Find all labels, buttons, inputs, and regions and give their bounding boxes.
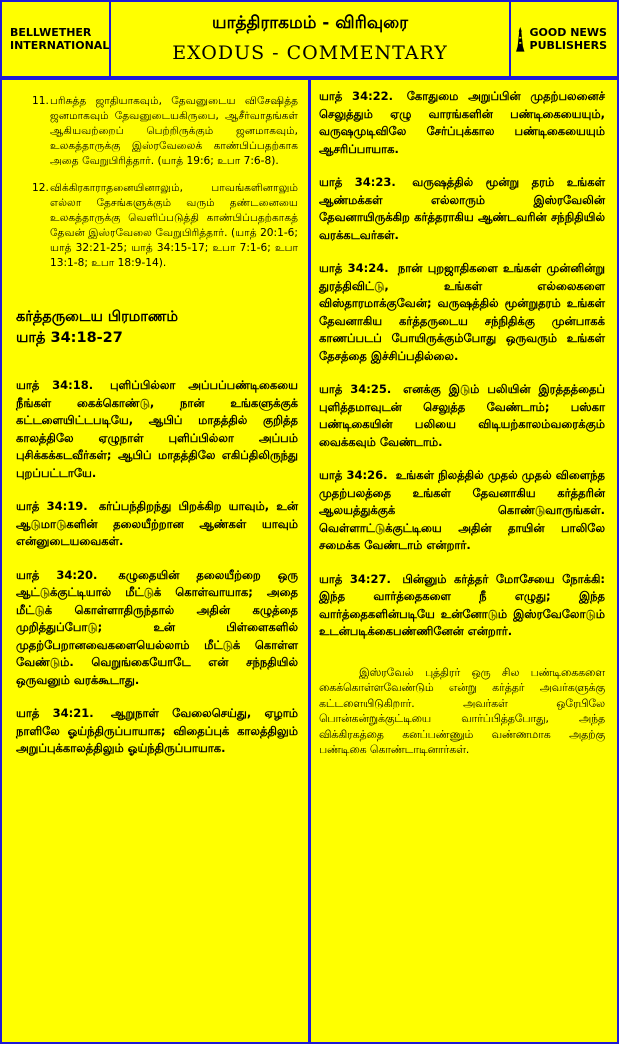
point-item	[16, 94, 298, 169]
point-text: பரிசுத்த ஜாதியாகவும், தேவனுடைய விசேஷித்த ஜனமாகவும் தேவனுடையகிருபை, ஆசீர்வாதங்கள் ஆகியவற்றைப் பெற்றிருக்கும் ஜனமாகவும், உலகத்தாருக்கு இஸ்ரவேலைக் காண்பிப்பதற்காக அதை வேறுபிரித்தார். (யாத் 19:6; உபா 7:6-8).	[50, 95, 298, 167]
verse	[319, 174, 605, 244]
point-item	[16, 181, 298, 271]
verse-text: ஆறுநாள் வேலைசெய்து, ஏழாம் நாளிலே ஓய்ந்திருப்பாயாக; விதைப்புக் காலத்திலும் அறுப்புக்காலத்திலும் ஓய்ந்திருப்பாயாக.	[16, 706, 298, 755]
right-column	[311, 80, 617, 1042]
title-tamil: யாத்திராகமம் - விரிவுரை	[212, 13, 408, 33]
verse-text: கோதுமை அறுப்பின் முதற்பலனைச் செலுத்தும் ஏழு வாரங்களின் பண்டிகையையும், வருஷமுடிவிலே சேர்ப்புக்கால பண்டிகையையும் ஆசரிப்பாயாக.	[319, 89, 605, 156]
verse	[16, 377, 298, 482]
verse-text: நான் புறஜாதிகளை உங்கள் முன்னின்று துரத்திவிட்டு, உங்கள் எல்லைகளை விஸ்தாரமாக்குவேன்; வருஷத்தில் மூன்றுதரம் உங்கள் தேவனாகிய கர்த்தருடைய சந்நிதிக்கு முன்பாகக் காணப்படப் போயிருக்கும்போது ஒருவரும் உங்கள் தேசத்தை இச்சிப்பதில்லை.	[319, 261, 605, 363]
left-column	[2, 80, 308, 1042]
verse-ref: யாத் 34:21.	[16, 706, 94, 720]
section-reference: யாத் 34:18-27	[16, 330, 123, 346]
verse	[319, 260, 605, 365]
verse-text: வருஷத்தில் மூன்று தரம் உங்கள் ஆண்மக்கள் எல்லாரும் இஸ்ரவேலின் தேவனாயிருக்கிற கர்த்தராகிய ஆண்டவரின் சந்நிதியில் வரக்கடவர்கள்.	[319, 175, 605, 242]
verse	[16, 498, 298, 551]
section-title: கர்த்தருடைய பிரமாணம்	[16, 309, 178, 325]
bellwether-logo	[2, 2, 109, 76]
verse-text: புளிப்பில்லா அப்பப்பண்டிகையை நீங்கள் கைக்கொண்டு, நான் உங்களுக்குக் கட்டளையிட்டபடியே, ஆபிப் மாதத்தில் குறித்த காலத்திலே ஏழுநாள் புளிப்பில்லா அப்பம் புசிக்கக்கடவீர்கள்; ஆபிப் மாதத்திலே எகிப்திலிருந்து புறப்பட்டாயே.	[16, 378, 298, 480]
verse-ref: யாத் 34:25.	[319, 382, 392, 396]
verse-ref: யாத் 34:26.	[319, 468, 388, 482]
lighthouse-icon	[515, 13, 526, 65]
header-title	[111, 2, 509, 76]
verse	[16, 567, 298, 690]
bellwether-logo-text: BELLWETHER INTERNATIONAL	[10, 26, 109, 52]
point-number: 11.	[32, 95, 49, 107]
verse-ref: யாத் 34:20.	[16, 567, 98, 582]
verse	[319, 467, 605, 555]
good-news-logo-text: GOOD NEWS PUBLISHERS	[529, 26, 608, 52]
verse	[319, 571, 605, 641]
verse-ref: யாத் 34:22.	[319, 89, 394, 103]
verse-text: கர்ப்பந்திறந்து பிறக்கிற யாவும், உன் ஆடுமாடுகளின் தலையீற்றான ஆண்கள் யாவும் என்னுடையவைகள்.	[16, 499, 298, 548]
verse	[16, 705, 298, 758]
point-text: விக்கிரகாராதனையினாலும், பாவங்களினாலும் எல்லா தேசங்களுக்கும் வரும் தண்டனையை உலகத்தாருக்கு வெளிப்படுத்தி காண்பிப்பதற்காகத் தேவன் இஸ்ரவேலை வேறுபிரித்தார். (யாத் 20:1-6; யாத் 32:21-25; யாத் 34:15-17; உபா 7:1-6; உபா 13:1-8; உபா 18:9-14).	[50, 182, 298, 269]
verse	[319, 381, 605, 451]
section-heading	[16, 307, 298, 349]
title-english: EXODUS - COMMENTARY	[172, 42, 448, 64]
verse	[319, 88, 605, 158]
verse-ref: யாத் 34:24.	[319, 261, 389, 275]
closing-paragraph: இஸ்ரவேல் புத்திரர் ஒரு சில பண்டிகைகளை கைக்கொள்ளவேண்டும் என்று கர்த்தர் அவர்களுக்கு கட்டளையிடுகிறார். அவர்கள் ஒரேபிலே பொன்கன்றுக்குட்டியை வார்ப்பித்தபோது, அந்த விக்கிரகத்தை கனப்பண்ணும் வண்ணமாக அதற்கு பண்டிகை கொண்டாடினார்கள்.	[319, 665, 605, 756]
verse-ref: யாத் 34:19.	[16, 499, 88, 513]
verse-ref: யாத் 34:27.	[319, 571, 391, 586]
verse-ref: யாத் 34:23.	[319, 175, 396, 189]
verse-text: உங்கள் நிலத்தில் முதல் முதல் விளைந்த முதற்பலத்தை உங்கள் தேவனாகிய கர்த்தரின் ஆலயத்துக்குக் கொண்டுவாருங்கள். வெள்ளாட்டுக்குட்டியை அதின் தாயின் பாலிலே சமைக்க வேண்டாம் என்றார்.	[319, 468, 605, 552]
verse-text: பின்னும் கர்த்தர் மோசேயை நோக்கி: இந்த வார்த்தைகளை நீ எழுது; இந்த வார்த்தைகளின்படியே உன்னோடும் இஸ்ரவேலோடும் உடன்படிக்கைபண்ணினேன் என்றார்.	[319, 571, 606, 638]
point-number: 12.	[32, 182, 49, 194]
verse-ref: யாத் 34:18.	[16, 378, 94, 392]
verse-text: எனக்கு இடும் பலியின் இரத்தத்தைப் புளித்தமாவுடன் செலுத்த வேண்டாம்; பஸ்கா பண்டிகையின் பலியை விடியற்காலம்வரைக்கும் வைக்கவும் வேண்டாம்.	[319, 382, 605, 449]
verse-text: கழுதையின் தலையீற்றை ஒரு ஆட்டுக்குட்டியால் மீட்டுக் கொள்வாயாக; அதை மீட்டுக் கொள்ளாதிருந்தால் அதின் கழுத்தை முறித்துப்போடு; உன் பிள்ளைகளில் முதற்பேறானவைகளையெல்லாம் மீட்டுக் கொள்ள வேண்டும். வெறுங்கையோடே என் சந்நதியில் ஒருவனும் வரக்கூடாது.	[16, 567, 298, 687]
good-news-logo	[511, 2, 617, 76]
